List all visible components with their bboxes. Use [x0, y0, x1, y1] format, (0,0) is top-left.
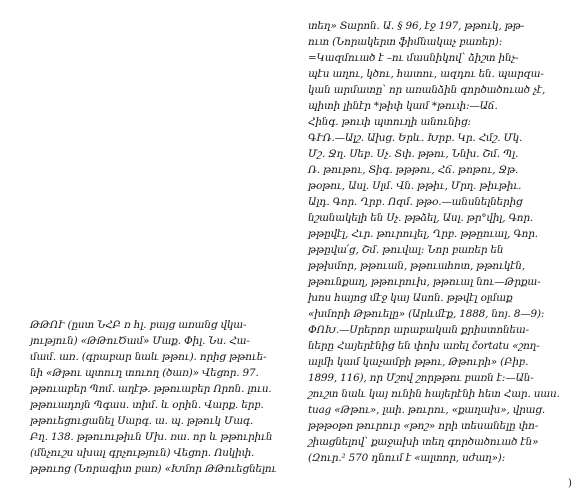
text-line: թթխմոր, թթուան, թթուահոտ, թթուկէն,	[308, 260, 526, 272]
text-line: թթունքաղ, թթուրուխ, թթուալ նու—Թրքա-	[308, 276, 541, 288]
text-line: ները Հայերէնից են փոխ առել čortatu «շող-	[308, 340, 540, 352]
text-line: տեղ» Տարոն. Ա. § 96, էջ 197, թթուկ, թթ-	[308, 20, 525, 32]
text-line: շուշտ նաև կայ ունին հայերէնի հետ Հար. սաս.	[308, 388, 560, 400]
text-line: թթուեցուցանել Սարգ. ա. պ. թթուկ Մագ.	[30, 415, 254, 427]
text-line: մամ. առ. (գրաբար նաև թթու). որից թթուե-	[30, 351, 267, 363]
text-line: «խմորի Թթուելը» (Արևմէք, 1888, նոյ. 8—9):	[308, 308, 545, 320]
text-line: Հինգ. թուփ պտուղի անունից:	[308, 116, 471, 128]
text-line: (Զուր.² 570 դնում է «ալտոր, սժաղ»):	[308, 452, 506, 464]
text-line: շիացնելով՝ քաջախի տեղ գործածուած էն»	[308, 436, 539, 448]
text-line: թթուոց (Նորագիտ բառ) «Խմոր ԹԹուեցնելու	[30, 463, 277, 475]
text-line: ԳՒՌ.—Ալշ. Ախց. Երև. Խրբ. Կր. Հմշ. Մկ.	[308, 132, 523, 144]
text-line: յություն) «ԹԹուԾամ» Մաք. Փիլ. Նս. Հա-	[30, 335, 250, 347]
margin-mark: )	[568, 478, 572, 489]
text-line: թթթօթո թուրուր «թոշ» որի տեսանելը փո-	[308, 420, 539, 432]
text-line: Ալդ. Գոր. Ղրբ. Ոզմ. թթօ.—անսնելներից	[308, 196, 523, 208]
text-line: ալմի կամ կաչամբի թթու, Թթուրի» (Բիբ.	[308, 356, 529, 368]
text-line: ԹԹՈՒ (ըստ ՆՀԲ ռ հլ. բայց առանց վկա-	[30, 319, 247, 331]
text-line: (մնչուշս սխալ գրչություն) Վեցոր. Ոսկիփ.	[30, 447, 255, 459]
text-line: պիտի լինէր *թիփ կամ *թուփ:—Աճ.	[308, 100, 498, 112]
text-line: Բղ. 138. թթուութիւն Մխ. ռա. որ և թթուրիւն	[30, 431, 273, 443]
text-line: թթըվէլ, Հւր. թուրուլել, Ղրբ. թթըուալ, Գոր.	[308, 228, 538, 240]
text-line: tuag «Թթու», լաի. թուրու, «քաղախ», վրաց.	[308, 404, 546, 416]
text-line: թթուադոյն Պգաս. տիմ. և օրին. Վարք. երբ.	[30, 399, 264, 411]
text-line: Ռ. թութու, Տիգ. թթթու, Հճ. թոթու, Ջթ.	[308, 164, 519, 176]
text-line: թթըվա՛ց, Շմ. թուվալ: Նոր բառեր են	[308, 244, 504, 256]
text-line: պէս աղու, կծու, հատու, ազդու են. պարզա-	[308, 68, 544, 80]
right-column	[308, 18, 570, 466]
text-line: 1899, 116), որ Մշով շորթթու բառն է:—Ան-	[308, 372, 534, 384]
text-line: Մշ. Ջղ. Սեբ. Սչ. Տփ. թթու, Ննխ. Շմ. Պլ.	[308, 148, 519, 160]
left-column	[30, 317, 302, 477]
text-line: ՓՈԽ.—Սրերոր արաբական քրիստոնեա-	[308, 324, 529, 336]
text-line: =Կազմուած է –ու մասնիկով՝ ձիշտ ինչ-	[308, 52, 519, 64]
text-line: ուտ (Նորակերտ ֆիմնակաչ բառեր):	[308, 36, 503, 48]
text-line: թթուաբեր Պոմ. աղէթ. թթուաբեր Որոն. լուս.	[30, 383, 272, 395]
text-line: թօթու, Ասլ. Սլմ. Վն. թթիւ, Մրղ. թիւթիւ.	[308, 180, 522, 192]
text-line: կան արմատը՝ որ առանձին գործածուած չէ,	[308, 84, 546, 96]
text-line: նի «Թթու պտուղ տուող (ծառ)» Վեցոր. 97.	[30, 367, 259, 379]
text-line: խոս հայոց մէջ կայ Ասոն. թթվէլ օլմաք	[308, 292, 513, 304]
text-line: նշանակելի են Սչ. թթձել, Ասլ. թր°վիլ, Գոր.	[308, 212, 534, 224]
